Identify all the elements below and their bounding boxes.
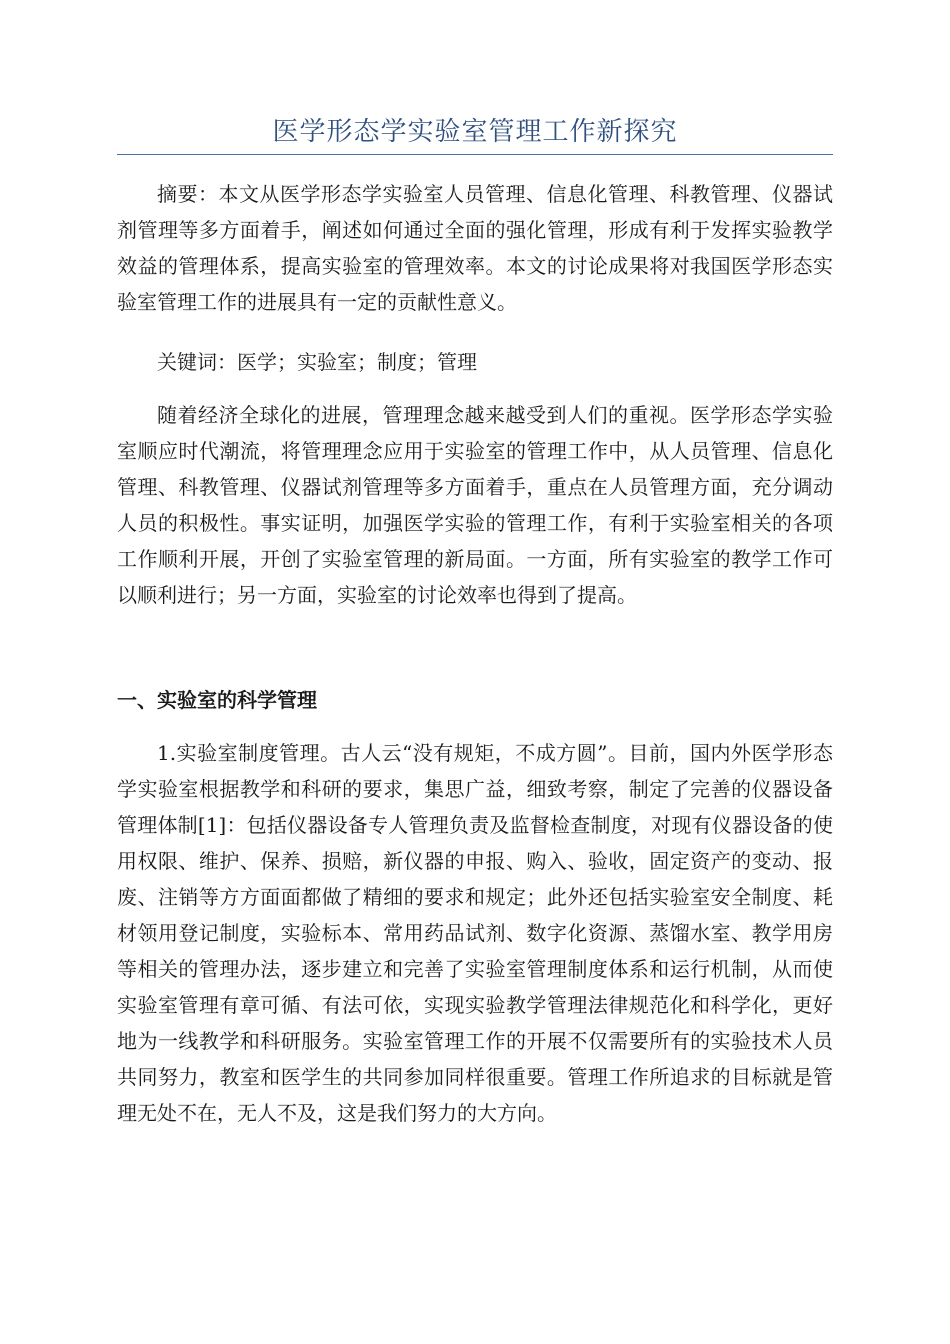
- abstract-paragraph: 摘要：本文从医学形态学实验室人员管理、信息化管理、科教管理、仪器试剂管理等多方面着手，阐述如何通过全面的强化管理，形成有利于发挥实验教学效益的管理体系，提高实验室的管理效率。本文的讨论成果将对我国医学形态实验室管理工作的进展具有一定的贡献性意义。: [117, 182, 833, 314]
- document-title: 医学形态学实验室管理工作新探究: [272, 117, 678, 147]
- intro-paragraph: 随着经济全球化的进展，管理理念越来越受到人们的重视。医学形态学实验室顺应时代潮流，将管理理念应用于实验室的管理工作中，从人员管理、信息化管理、科教管理、仪器试剂管理等多方面着手，重点在人员管理方面，充分调动人员的积极性。事实证明，加强医学实验的管理工作，有利于实验室相关的各项工作顺利开展，开创了实验室管理的新局面。一方面，所有实验室的教学工作可以顺利进行；另一方面，实验室的讨论效率也得到了提高。: [117, 403, 833, 607]
- title-underline: [117, 154, 833, 155]
- section1-paragraph: 1.实验室制度管理。古人云“没有规矩，不成方圆”。目前，国内外医学形态学实验室根据教学和科研的要求，集思广益，细致考察，制定了完善的仪器设备管理体制[1]：包括仪器设备专人管理负责及监督检查制度，对现有仪器设备的使用权限、维护、保养、损赔，新仪器的申报、购入、验收，固定资产的变动、报废、注销等方方面面都做了精细的要求和规定；此外还包括实验室安全制度、耗材领用登记制度，实验标本、常用药品试剂、数字化资源、蒸馏水室、教学用房等相关的管理办法，逐步建立和完善了实验室管理制度体系和运行机制，从而使实验室管理有章可循、有法可依，实现实验教学管理法律规范化和科学化，更好地为一线教学和科研服务。实验室管理工作的开展不仅需要所有的实验技术人员共同努力，教室和医学生的共同参加同样很重要。管理工作所追求的目标就是管理无处不在，无人不及，这是我们努力的大方向。: [117, 741, 833, 1125]
- section-heading: 一、实验室的科学管理: [117, 688, 317, 712]
- keywords-paragraph: 关键词：医学；实验室；制度；管理: [157, 350, 477, 374]
